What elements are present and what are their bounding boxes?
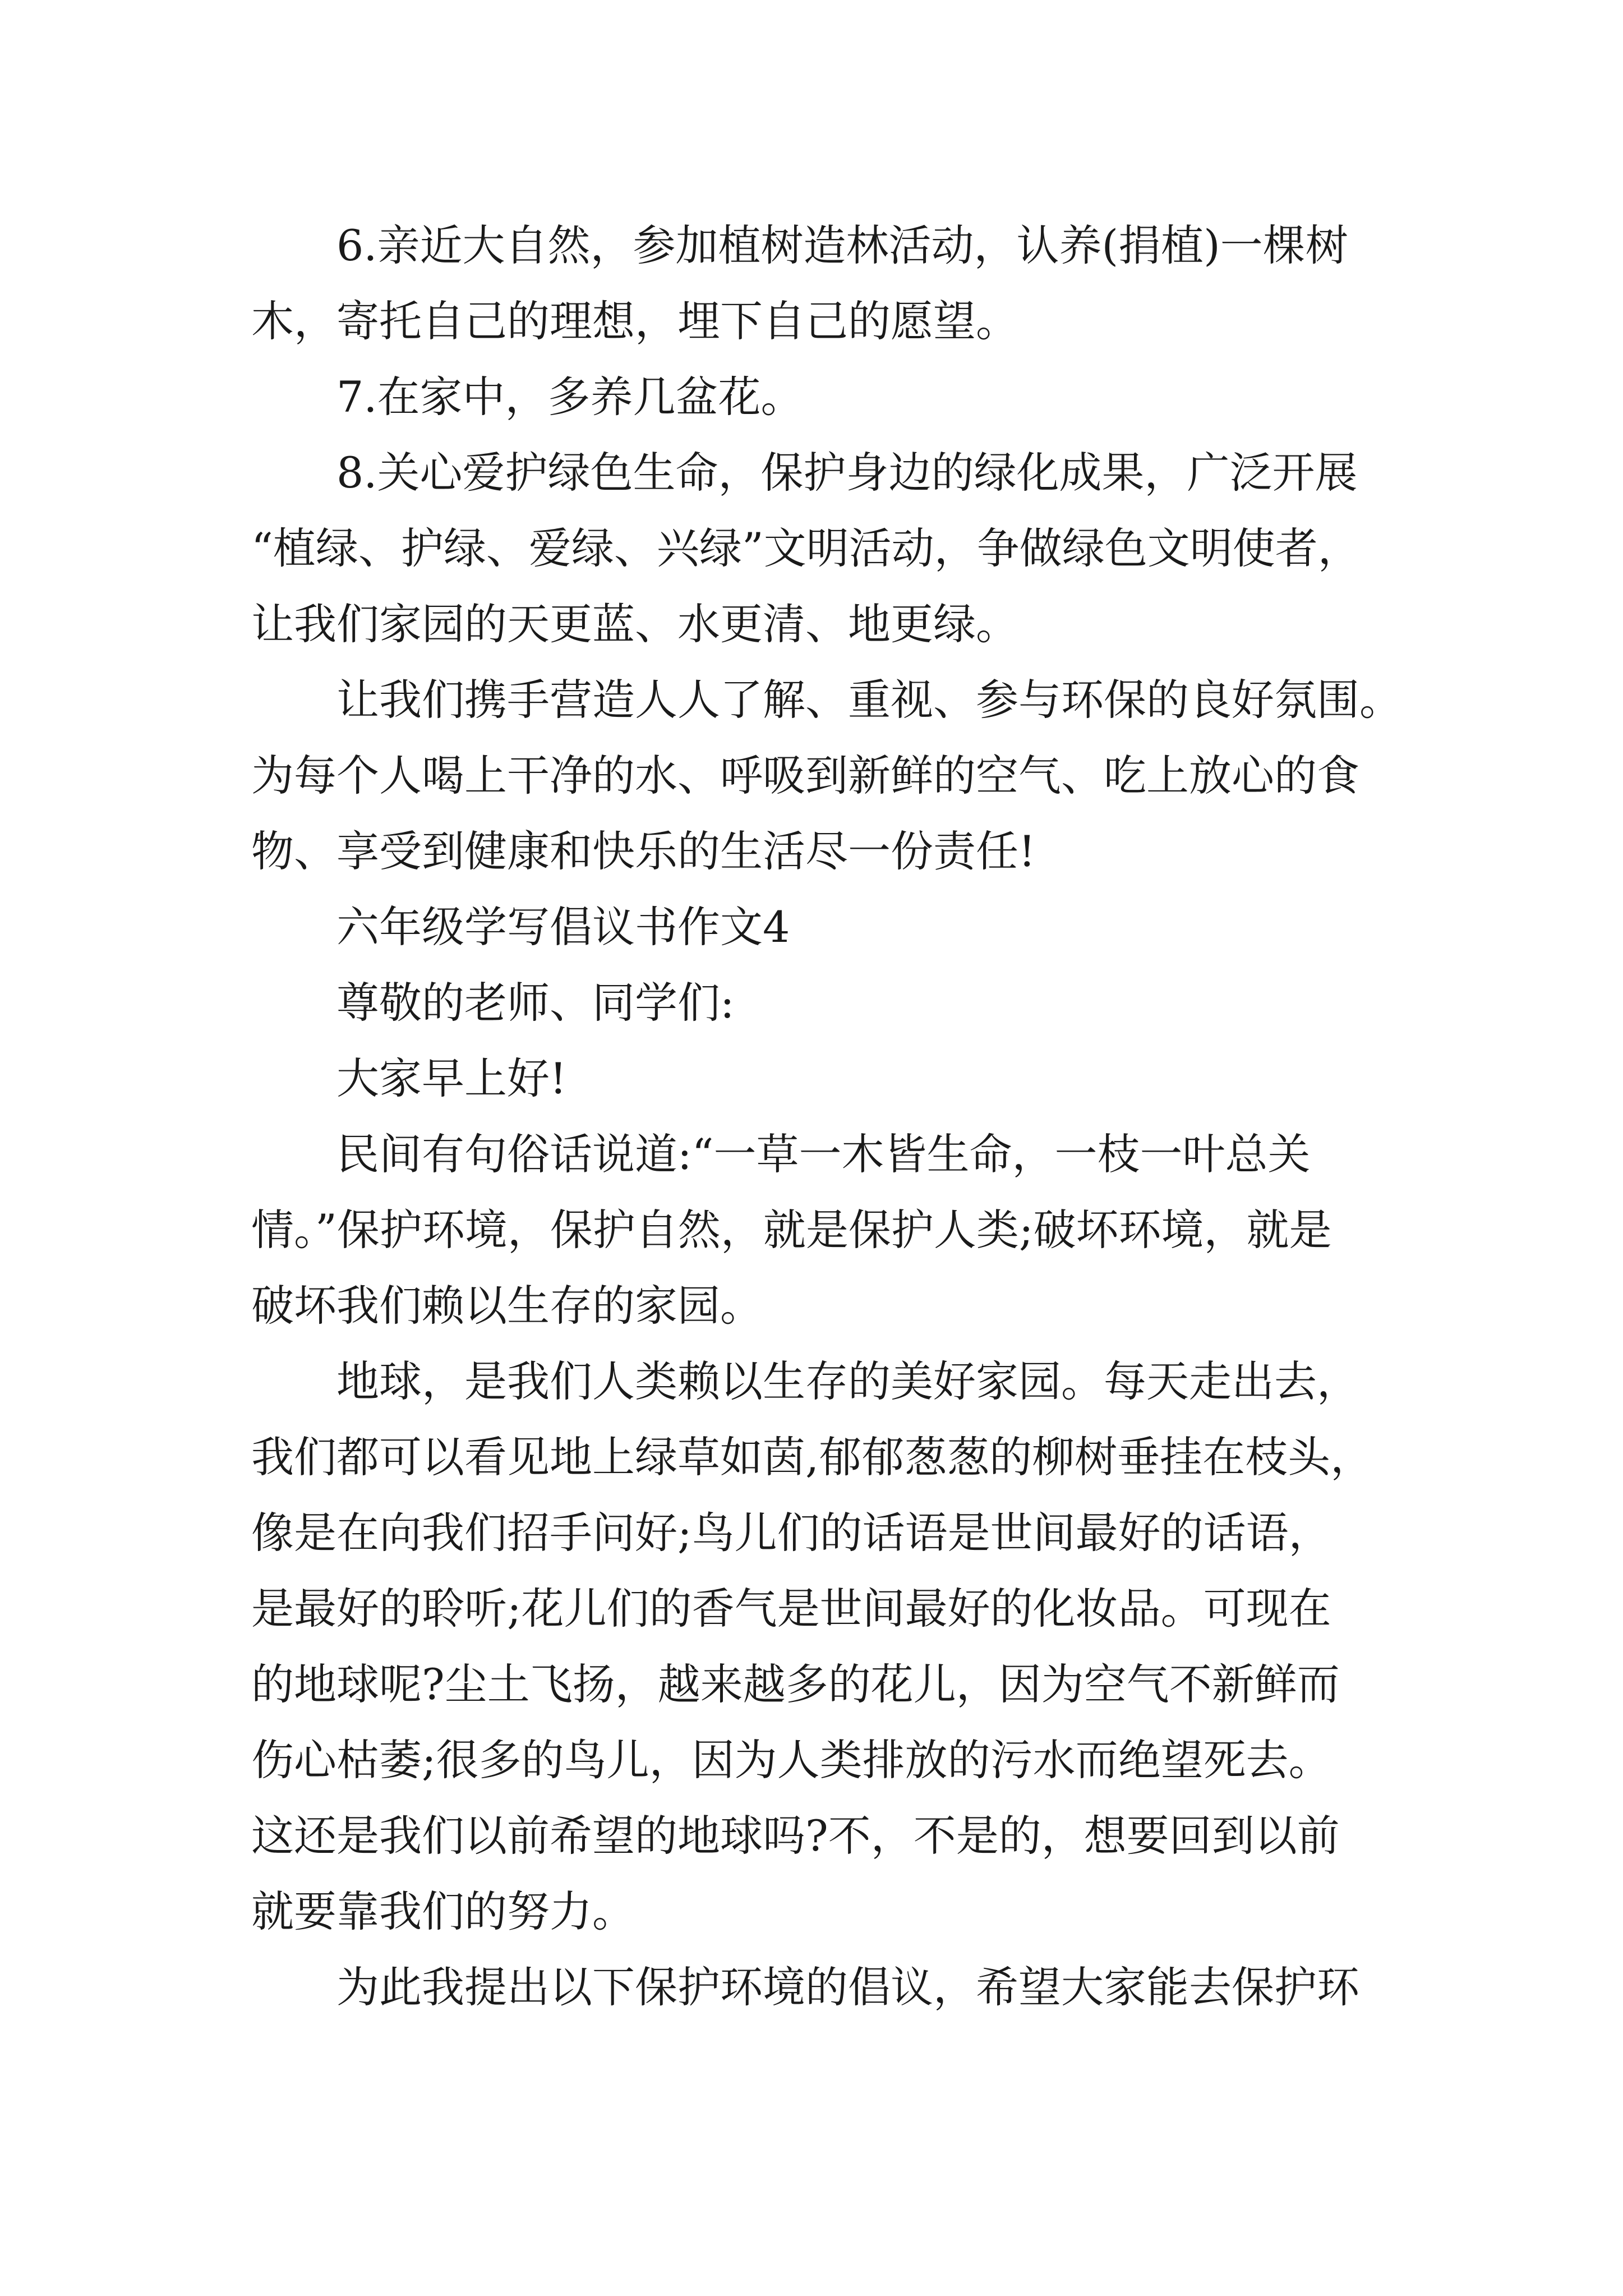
document-body bbox=[251, 208, 1402, 2025]
text-line: “植绿、护绿、爱绿、兴绿”文明活动，争做绿色文明使者， bbox=[251, 523, 1361, 573]
text-line: 物、享受到健康和快乐的生活尽一份责任! bbox=[251, 826, 1036, 876]
text-line: 民间有句俗话说道:“一草一木皆生命，一枝一叶总关 bbox=[336, 1129, 1311, 1179]
text-line: 是最好的聆听;花儿们的香气是世间最好的化妆品。可现在 bbox=[251, 1584, 1331, 1634]
text-line: 让我们携手营造人人了解、重视、参与环保的良好氛围。 bbox=[336, 675, 1402, 725]
text-line: 就要靠我们的努力。 bbox=[251, 1887, 635, 1936]
text-line: 的地球呢?尘土飞扬，越来越多的花儿，因为空气不新鲜而 bbox=[251, 1659, 1340, 1709]
text-line: 木，寄托自己的理想，埋下自己的愿望。 bbox=[251, 296, 1018, 346]
text-line: 7.在家中，多养几盆花。 bbox=[336, 372, 804, 422]
text-line: 让我们家园的天更蓝、水更清、地更绿。 bbox=[251, 599, 1018, 649]
text-line: 伤心枯萎;很多的鸟儿，因为人类排放的污水而绝望死去。 bbox=[251, 1735, 1331, 1785]
text-line: 我们都可以看见地上绿草如茵,郁郁葱葱的柳树垂挂在枝头， bbox=[251, 1432, 1373, 1482]
salutation: 尊敬的老师、同学们: bbox=[336, 978, 735, 1028]
text-line: 为此我提出以下保护环境的倡议，希望大家能去保护环 bbox=[336, 1962, 1359, 2012]
text-line: 地球，是我们人类赖以生存的美好家园。每天走出去， bbox=[336, 1356, 1359, 1406]
text-line: 破坏我们赖以生存的家园。 bbox=[251, 1281, 763, 1331]
section-heading: 六年级学写倡议书作文4 bbox=[336, 902, 790, 952]
text-line: 像是在向我们招手问好;鸟儿们的话语是世间最好的话语， bbox=[251, 1508, 1331, 1558]
text-line: 这还是我们以前希望的地球吗?不，不是的，想要回到以前 bbox=[251, 1811, 1340, 1861]
greeting: 大家早上好! bbox=[336, 1053, 567, 1103]
text-line: 8.关心爱护绿色生命，保护身边的绿化成果，广泛开展 bbox=[336, 448, 1358, 498]
text-line: 情。”保护环境，保护自然，就是保护人类;破坏环境，就是 bbox=[251, 1205, 1332, 1255]
text-line: 6.亲近大自然，参加植树造林活动，认养(捐植)一棵树 bbox=[336, 220, 1348, 270]
text-line: 为每个人喝上干净的水、呼吸到新鲜的空气、吃上放心的食 bbox=[251, 751, 1359, 800]
